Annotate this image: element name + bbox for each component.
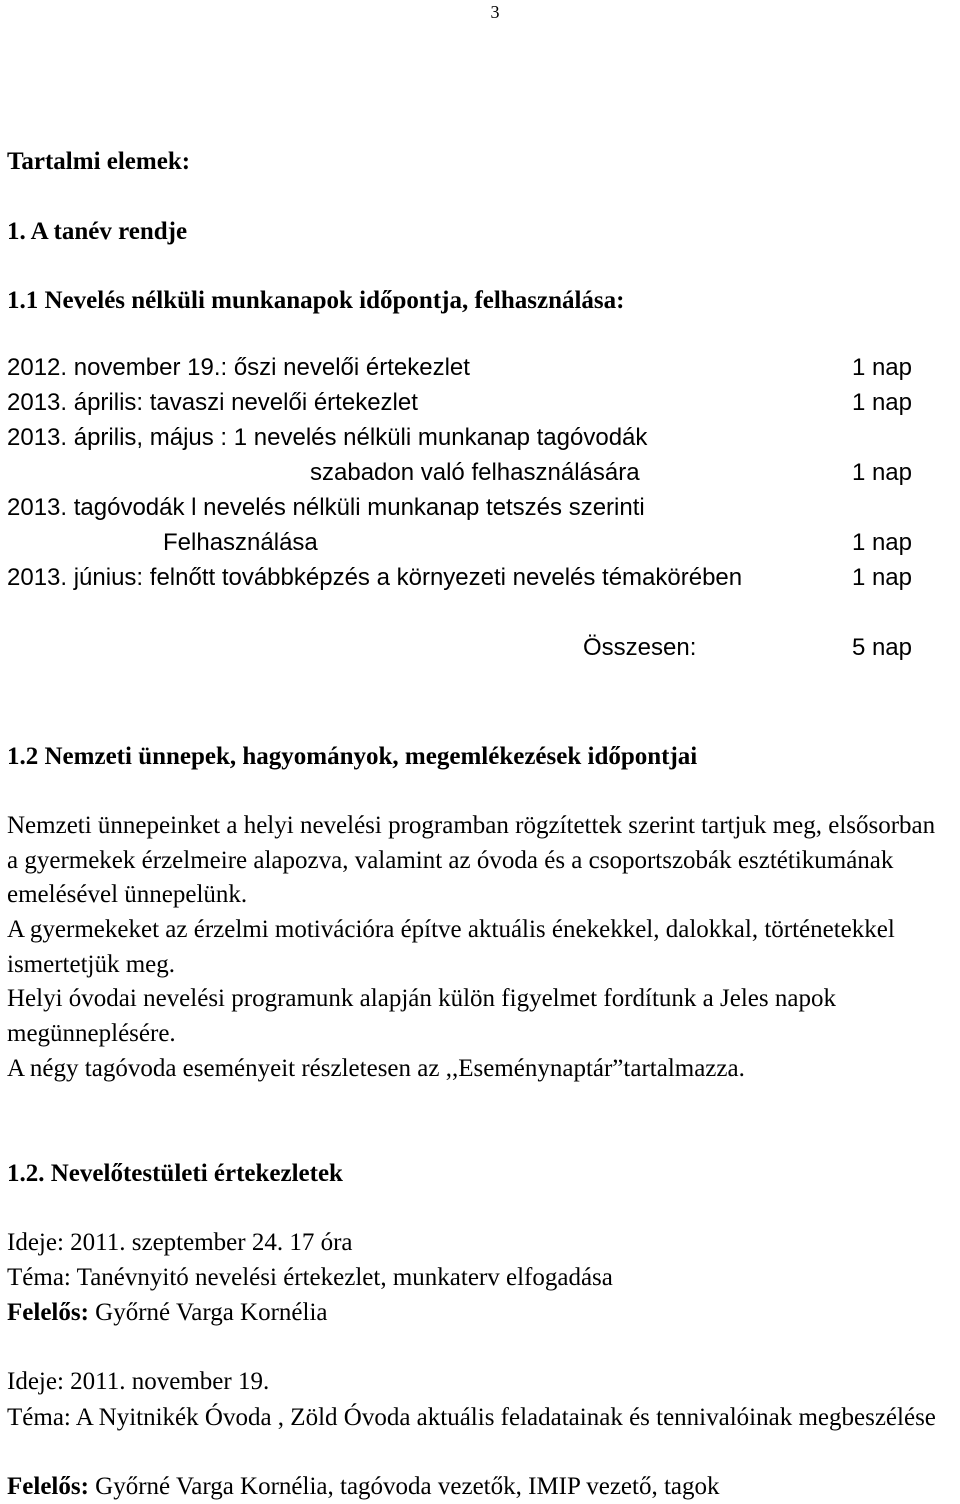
contents-heading: Tartalmi elemek:: [7, 148, 191, 175]
total-value: 5 nap: [851, 634, 912, 661]
workday-text: 2012. november 19.: őszi nevelői értekezlet: [7, 354, 470, 381]
page-number: 3: [490, 2, 500, 22]
section-1-1-heading: 1.1 Nevelés nélküli munkanapok időpontja, felhasználása:: [7, 287, 625, 314]
meeting-date-label: Ideje:: [7, 1368, 64, 1395]
meeting-topic-label: Téma:: [7, 1264, 71, 1291]
workday-row: [7, 389, 912, 423]
meeting-topic: [7, 1261, 613, 1295]
meeting-topic: [7, 1400, 960, 1435]
section-1-heading: 1. A tanév rendje: [7, 218, 188, 245]
workday-row: [7, 529, 912, 563]
paragraph: A négy tagóvoda eseményeit részletesen az ,,Eseménynaptár”tartalmazza.: [7, 1055, 745, 1082]
meeting-date: [7, 1365, 269, 1399]
meeting-responsible-label: Felelős:: [7, 1299, 89, 1326]
meeting-responsible: [7, 1470, 720, 1504]
workday-value: 1 nap: [851, 564, 912, 591]
workday-value: 1 nap: [851, 389, 912, 416]
workday-row: [7, 354, 912, 388]
meeting-date-label: Ideje:: [7, 1229, 64, 1256]
workday-row: [7, 459, 912, 493]
meeting-responsible-value: Győrné Varga Kornélia: [95, 1299, 328, 1326]
workday-text: 2013. április: tavaszi nevelői értekezlet: [7, 389, 418, 416]
workday-text: szabadon való felhasználására: [310, 459, 640, 486]
workday-value: 1 nap: [851, 354, 912, 381]
workday-row: [7, 564, 912, 598]
workday-value: 1 nap: [851, 459, 912, 486]
workday-text: Felhasználása: [163, 529, 318, 556]
paragraph: A gyermekeket az érzelmi motivációra építve aktuális énekekkel, dalokkal, történetekkel ismertetjük meg.: [7, 916, 895, 978]
meeting-topic-value: A Nyitnikék Óvoda , Zöld Óvoda aktuális feladatainak és tennivalóinak megbeszélése: [75, 1404, 936, 1431]
paragraph: Nemzeti ünnepeinket a helyi nevelési programban rögzítettek szerint tartjuk meg, elsősorban a gyermekek érzelmeire alapozva, valamint az óvoda és a csoportszobák esztétikumának emelésével ünnepelünk.: [7, 812, 936, 909]
meeting-topic-value: Tanévnyitó nevelési értekezlet, munkaterv elfogadása: [76, 1264, 613, 1291]
section-1-2-dot-heading: 1.2. Nevelőtestületi értekezletek: [7, 1160, 343, 1187]
total-label: Összesen:: [583, 634, 697, 661]
meeting-responsible: [7, 1296, 328, 1330]
workday-row: [7, 424, 912, 458]
workday-value: 1 nap: [851, 529, 912, 556]
meeting-responsible-value: Győrné Varga Kornélia, tagóvoda vezetők, IMIP vezető, tagok: [95, 1473, 720, 1500]
workday-row: [7, 494, 912, 528]
workday-text: 2013. június: felnőtt továbbképzés a környezeti nevelés témakörében: [7, 564, 743, 591]
meeting-topic-label: Téma:: [7, 1404, 71, 1431]
meeting-date-value: 2011. szeptember 24. 17 óra: [70, 1229, 353, 1256]
meeting-date: [7, 1226, 353, 1260]
meeting-date-value: 2011. november 19.: [70, 1368, 270, 1395]
meeting-responsible-label: Felelős:: [7, 1473, 89, 1500]
workday-text: 2013. április, május : 1 nevelés nélküli munkanap tagóvodák: [7, 424, 648, 451]
workday-text: 2013. tagóvodák l nevelés nélküli munkanap tetszés szerinti: [7, 494, 645, 521]
total-row: [7, 634, 912, 668]
section-1-2-heading: 1.2 Nemzeti ünnepek, hagyományok, megemlékezések időpontjai: [7, 743, 698, 770]
paragraph: Helyi óvodai nevelési programunk alapján külön figyelmet fordítunk a Jeles napok megünneplésére.: [7, 985, 836, 1047]
